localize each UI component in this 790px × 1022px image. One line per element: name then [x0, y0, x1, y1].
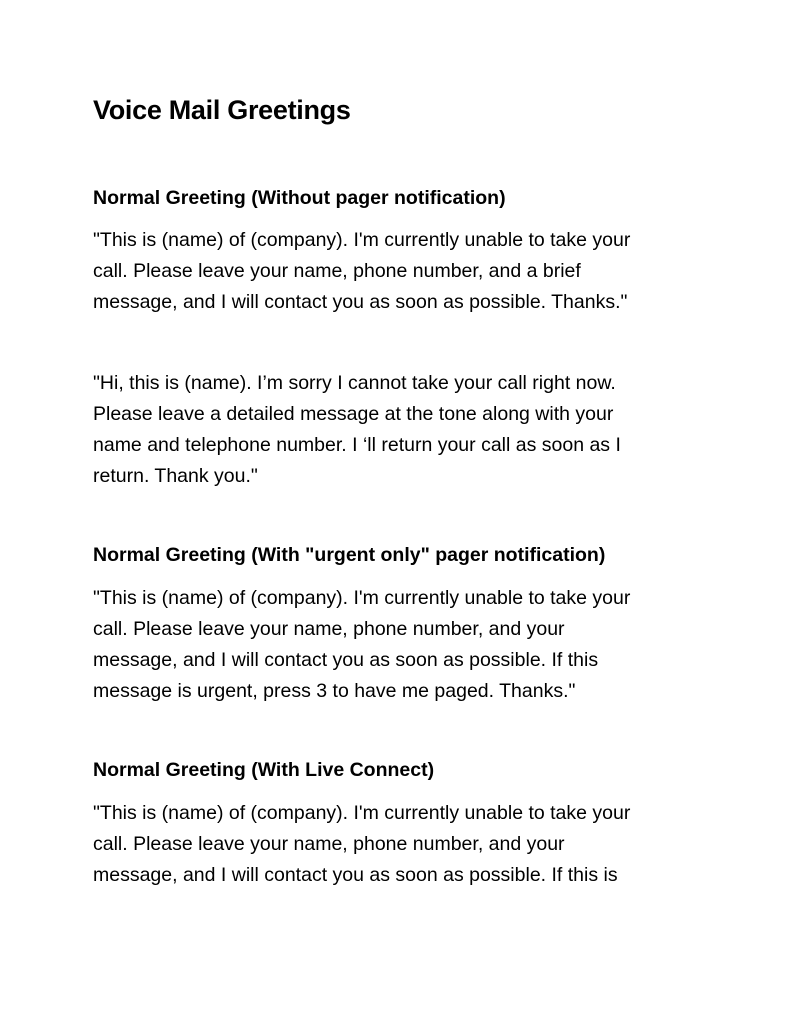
greeting-paragraph: [93, 583, 630, 707]
paragraph-line: "This is (name) of (company). I'm currently unable to take your: [93, 587, 631, 609]
greeting-paragraph: [93, 225, 630, 318]
paragraph-line: message, and I will contact you as soon as possible. Thanks.": [93, 291, 628, 313]
section-heading-live-connect: Normal Greeting (With Live Connect): [93, 759, 435, 781]
paragraph-line: message, and I will contact you as soon as possible. If this is: [93, 864, 618, 886]
greeting-paragraph: [93, 368, 621, 492]
section-heading-without-pager: Normal Greeting (Without pager notification): [93, 187, 506, 209]
paragraph-line: name and telephone number. I ‘ll return your call as soon as I: [93, 434, 621, 456]
paragraph-line: "This is (name) of (company). I'm currently unable to take your: [93, 229, 631, 251]
section-heading-urgent-only: Normal Greeting (With "urgent only" pager notification): [93, 544, 606, 566]
document-title: Voice Mail Greetings: [93, 95, 351, 125]
paragraph-line: "Hi, this is (name). I’m sorry I cannot take your call right now.: [93, 372, 616, 394]
greeting-paragraph: [93, 798, 630, 891]
paragraph-line: call. Please leave your name, phone number, and your: [93, 618, 565, 640]
paragraph-line: return. Thank you.": [93, 465, 258, 487]
paragraph-line: message is urgent, press 3 to have me paged. Thanks.": [93, 680, 576, 702]
paragraph-line: message, and I will contact you as soon as possible. If this: [93, 649, 599, 671]
paragraph-line: call. Please leave your name, phone number, and a brief: [93, 260, 581, 282]
paragraph-line: call. Please leave your name, phone number, and your: [93, 833, 565, 855]
paragraph-line: "This is (name) of (company). I'm currently unable to take your: [93, 802, 631, 824]
paragraph-line: Please leave a detailed message at the tone along with your: [93, 403, 614, 425]
